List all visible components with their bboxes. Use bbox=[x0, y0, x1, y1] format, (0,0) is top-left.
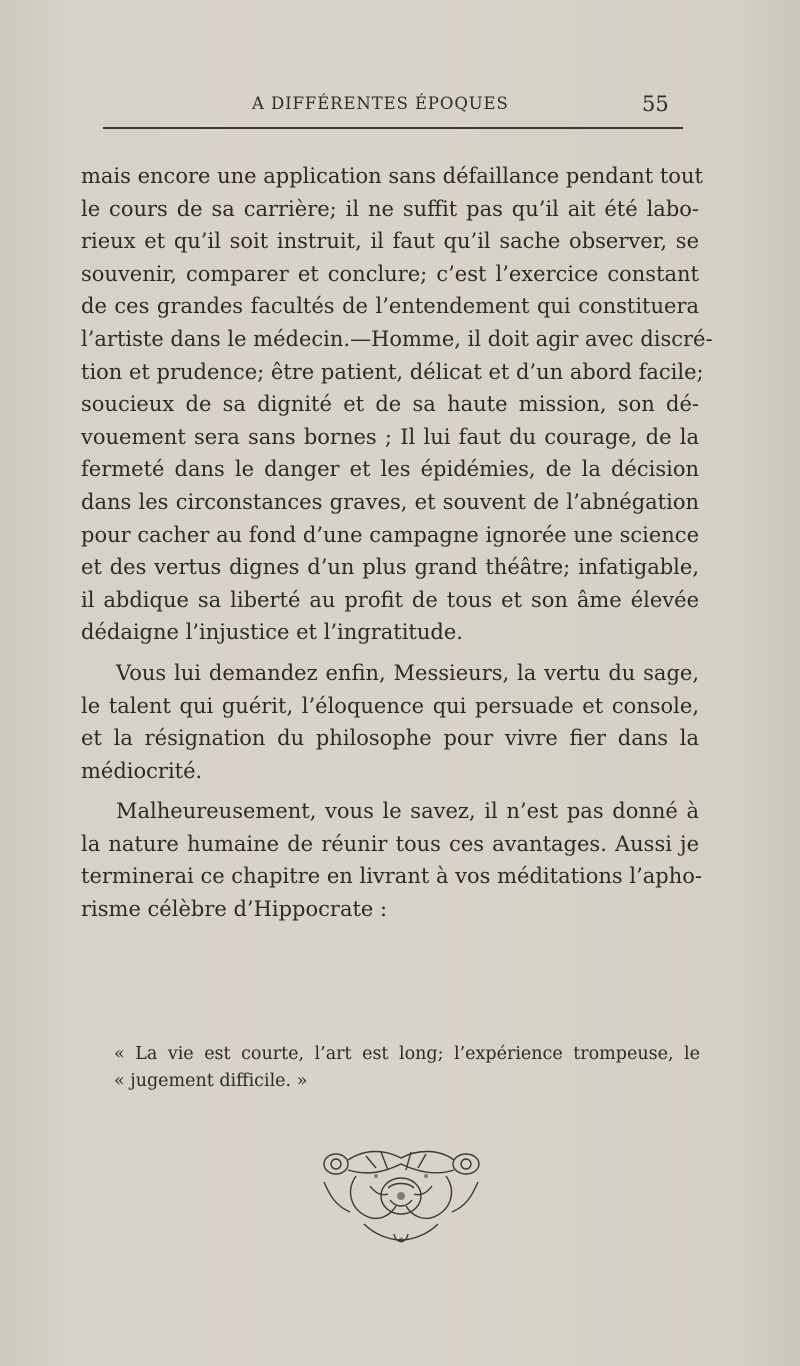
text-line: l’artiste dans le médecin.—Homme, il doit agir avec discré- bbox=[81, 326, 713, 351]
text-line: dans les circonstances graves, et souvent de l’abnégation bbox=[81, 489, 699, 514]
text-line: soucieux de sa dignité et de sa haute mission, son dé- bbox=[81, 392, 699, 417]
engraved-vignette-ornament-icon bbox=[306, 1146, 496, 1250]
text-line: souvenir, comparer et conclure; c’est l’exercice constant bbox=[81, 261, 699, 286]
text-line: de ces grandes facultés de l’entendement qui constituera bbox=[81, 294, 699, 319]
header-rule bbox=[103, 127, 683, 129]
text-line: rieux et qu’il soit instruit, il faut qu’il sache observer, se bbox=[81, 229, 699, 254]
text-line: Malheureusement, vous le savez, il n’est pas donné à bbox=[116, 799, 699, 824]
text-line: risme célèbre d’Hippocrate : bbox=[81, 897, 388, 922]
text-line: terminerai ce chapitre en livrant à vos méditations l’apho- bbox=[81, 864, 702, 889]
paragraph-2 bbox=[81, 657, 699, 787]
quote-line: « jugement difficile. » bbox=[114, 1070, 308, 1091]
text-line: la nature humaine de réunir tous ces avantages. Aussi je bbox=[81, 831, 699, 856]
quote-line: « La vie est courte, l’art est long; l’expérience trompeuse, le bbox=[114, 1044, 700, 1064]
body-text bbox=[81, 160, 713, 926]
running-title: A DIFFÉRENTES ÉPOQUES bbox=[252, 94, 509, 113]
text-line: vouement sera sans bornes ; Il lui faut du courage, de la bbox=[81, 424, 699, 449]
paragraph-1 bbox=[81, 160, 713, 649]
text-line: mais encore une application sans défaillance pendant tout bbox=[81, 164, 703, 188]
text-line: médiocrité. bbox=[81, 758, 203, 783]
text-line: fermeté dans le danger et les épidémies, de la décision bbox=[81, 457, 699, 482]
text-line: Vous lui demandez enfin, Messieurs, la vertu du sage, bbox=[116, 660, 699, 685]
aphorism-quote bbox=[114, 1041, 700, 1094]
text-line: tion et prudence; être patient, délicat et d’un abord facile; bbox=[81, 359, 704, 384]
paragraph-3 bbox=[81, 795, 702, 925]
text-line: pour cacher au fond d’une campagne ignorée une science bbox=[81, 522, 699, 547]
text-line: il abdique sa liberté au profit de tous et son âme élevée bbox=[81, 587, 699, 612]
text-line: le cours de sa carrière; il ne suffit pas qu’il ait été labo- bbox=[81, 196, 699, 221]
text-line: et la résignation du philosophe pour vivre fier dans la bbox=[81, 726, 699, 751]
text-line: dédaigne l’injustice et l’ingratitude. bbox=[81, 620, 463, 645]
page-number: 55 bbox=[642, 92, 669, 116]
running-head bbox=[0, 92, 800, 116]
text-line: le talent qui guérit, l’éloquence qui persuade et console, bbox=[81, 693, 699, 718]
text-line: et des vertus dignes d’un plus grand théâtre; infatigable, bbox=[81, 555, 699, 580]
